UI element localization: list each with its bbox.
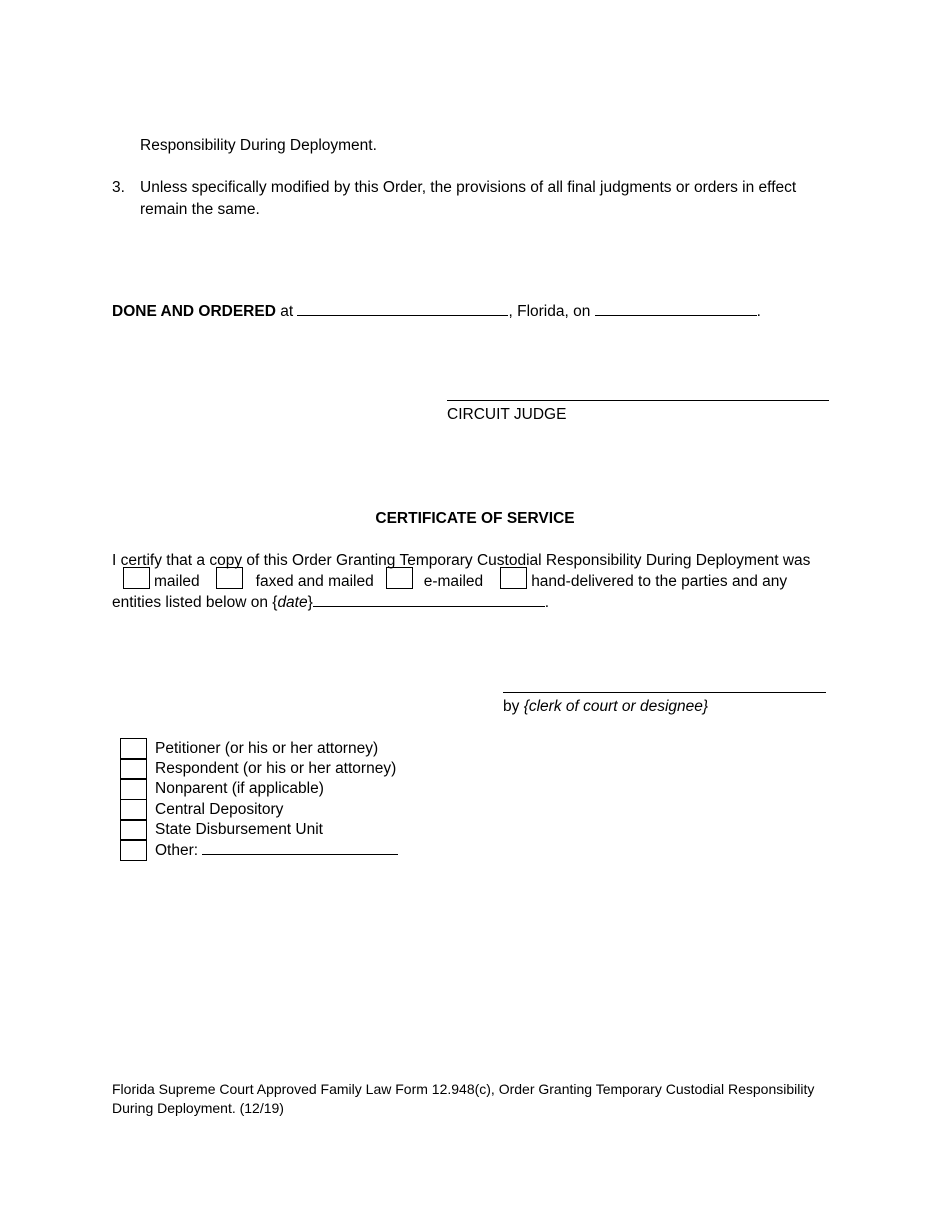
respondent-checkbox[interactable]	[120, 758, 147, 780]
other-blank[interactable]	[202, 840, 398, 855]
party-other: Other:	[155, 842, 199, 859]
party-central-depository: Central Depository	[155, 801, 284, 818]
hand-delivered-label: hand-delivered to the parties and any	[531, 573, 788, 590]
faxed-label: faxed and mailed	[255, 573, 374, 590]
nonparent-checkbox[interactable]	[120, 778, 147, 800]
clerk-line	[503, 696, 708, 717]
entities-text-close: }	[307, 594, 313, 611]
certificate-line-3	[112, 592, 549, 613]
judge-signature-line[interactable]	[447, 400, 829, 401]
done-and-ordered-label: DONE AND ORDERED	[112, 303, 276, 320]
state-disbursement-checkbox[interactable]	[120, 819, 147, 841]
certificate-line-1: I certify that a copy of this Order Granting Temporary Custodial Responsibility During Deployment was	[112, 552, 811, 569]
certificate-line-2	[112, 571, 787, 592]
mailed-checkbox[interactable]	[123, 567, 150, 589]
other-checkbox[interactable]	[120, 839, 147, 861]
date-italic: date	[277, 594, 308, 611]
party-state-disbursement: State Disbursement Unit	[155, 821, 323, 838]
circuit-judge-label: CIRCUIT JUDGE	[447, 406, 567, 423]
done-at: at	[280, 303, 294, 320]
done-and-ordered-line	[112, 301, 761, 322]
clerk-by: by	[503, 698, 520, 715]
cert-end: .	[544, 594, 550, 611]
central-depository-checkbox[interactable]	[120, 799, 147, 821]
party-nonparent: Nonparent (if applicable)	[155, 780, 324, 797]
emailed-checkbox[interactable]	[386, 567, 413, 589]
continuation-text: Responsibility During Deployment.	[140, 137, 377, 154]
petitioner-checkbox[interactable]	[120, 738, 147, 760]
certificate-title: CERTIFICATE OF SERVICE	[375, 510, 575, 527]
item-3-line-1: Unless specifically modified by this Order, the provisions of all final judgments or orders in effect	[140, 179, 797, 196]
party-petitioner: Petitioner (or his or her attorney)	[155, 740, 379, 757]
location-blank[interactable]	[297, 301, 508, 316]
done-end: .	[756, 303, 761, 320]
mailed-label: mailed	[154, 573, 200, 590]
clerk-label: {clerk of court or designee}	[523, 698, 709, 715]
party-respondent: Respondent (or his or her attorney)	[155, 760, 397, 777]
footer-line-2: During Deployment. (12/19)	[112, 1100, 284, 1116]
entities-text: entities listed below on {	[112, 594, 278, 611]
faxed-mailed-checkbox[interactable]	[216, 567, 243, 589]
clerk-signature-line[interactable]	[503, 692, 826, 693]
item-3-line-2: remain the same.	[140, 201, 260, 218]
footer-line-1: Florida Supreme Court Approved Family Law Form 12.948(c), Order Granting Temporary Custodial Responsibility	[112, 1081, 815, 1097]
done-florida: , Florida, on	[508, 303, 591, 320]
emailed-label: e-mailed	[423, 573, 484, 590]
order-date-blank[interactable]	[595, 301, 757, 316]
party-other-line	[155, 840, 398, 861]
service-date-blank[interactable]	[313, 592, 545, 607]
hand-delivered-checkbox[interactable]	[500, 567, 527, 589]
item-3-number: 3.	[112, 179, 125, 196]
